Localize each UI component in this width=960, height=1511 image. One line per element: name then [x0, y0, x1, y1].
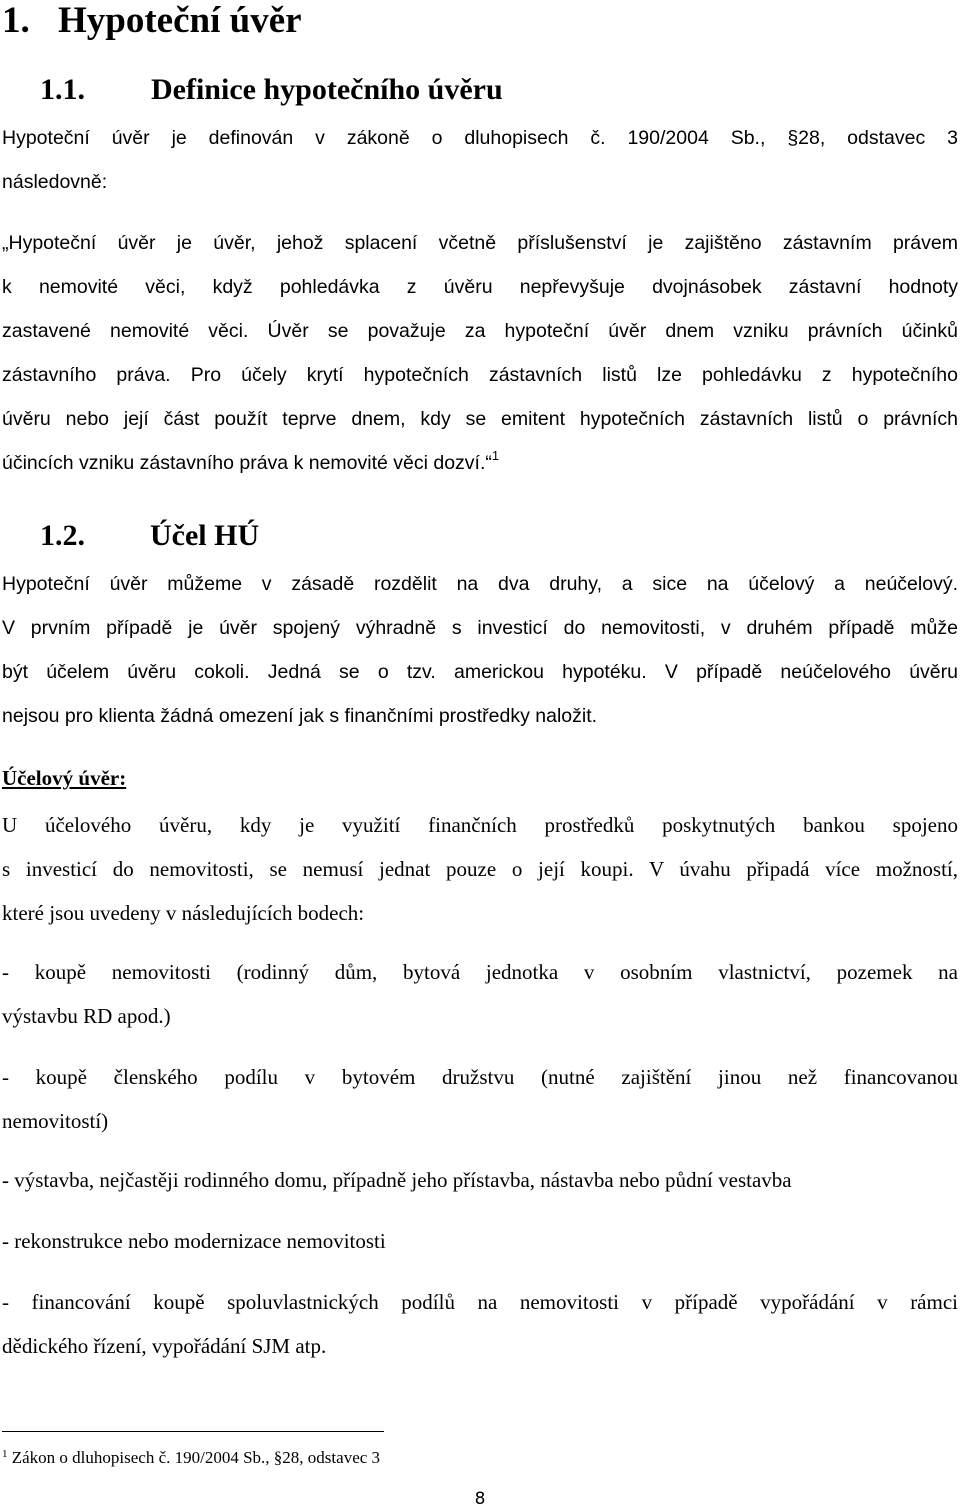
text-line: Hypoteční úvěr je definován v zákoně o dluhopisech č. 190/2004 Sb., §28, odstavec 3: [2, 127, 958, 149]
text-line: [2, 441, 958, 485]
list-item: [2, 1280, 958, 1368]
text-line: zástavního práva. Pro účely krytí hypotečních zástavních listů lze pohledávku z hypotečního: [2, 364, 958, 386]
subheading-purpose-loan: Účelový úvěr:: [2, 766, 127, 790]
paragraph-law-definition: [2, 116, 958, 204]
quote-last-text: účincích vzniku zástavního práva k nemovité věci dozví.“: [2, 452, 492, 474]
list-item-line: dědického řízení, vypořádání SJM atp.: [2, 1334, 327, 1358]
section-heading-definition: [40, 72, 503, 108]
page-number: 8: [474, 1489, 486, 1509]
section-number: 1.2.: [40, 519, 85, 552]
section-number: 1.1.: [40, 73, 85, 106]
text-line: „Hypoteční úvěr je úvěr, jehož splacení včetně příslušenství je zajištěno zástavním právem: [2, 232, 958, 254]
list-item-line: nemovitostí): [2, 1109, 109, 1133]
chapter-heading: [2, 0, 302, 42]
list-item: [2, 1158, 958, 1202]
list-item: [2, 950, 958, 1038]
section-title: Definice hypotečního úvěru: [151, 73, 503, 106]
text-line: nejsou pro klienta žádná omezení jak s finančními prostředky naložit.: [2, 705, 598, 727]
chapter-title: Hypoteční úvěr: [58, 0, 302, 41]
text-line: s investicí do nemovitosti, se nemusí jednat pouze o její koupi. V úvahu připadá více možností,: [2, 857, 958, 881]
text-line: úvěru nebo její část použít teprve dnem, kdy se emitent hypotečních zástavních listů o právních: [2, 408, 958, 430]
list-item-line: - koupě členského podílu v bytovém družstvu (nutné zajištění jinou než financovanou: [2, 1065, 958, 1089]
footnote-text: Zákon o dluhopisech č. 190/2004 Sb., §28, odstavec 3: [7, 1448, 381, 1467]
text-line: být účelem úvěru cokoli. Jedná se o tzv. americkou hypotéku. V případě neúčelového úvěru: [2, 661, 958, 683]
text-line: U účelového úvěru, kdy je využití finančních prostředků poskytnutých bankou spojeno: [2, 813, 958, 837]
paragraph-purpose: [2, 562, 958, 738]
text-line: Hypoteční úvěr můžeme v zásadě rozdělit na dva druhy, a sice na účelový a neúčelový.: [2, 573, 958, 595]
footnote-marker: 1: [2, 1448, 8, 1460]
footnote: [2, 1446, 380, 1470]
chapter-number: 1.: [2, 0, 30, 41]
list-item-line: - rekonstrukce nebo modernizace nemovitosti: [2, 1229, 386, 1253]
text-line: které jsou uvedeny v následujících bodech:: [2, 901, 365, 925]
footnote-reference[interactable]: 1: [491, 448, 500, 463]
list-item-line: výstavbu RD apod.): [2, 1004, 171, 1028]
text-line: zastavené nemovité věci. Úvěr se považuje za hypoteční úvěr dnem vzniku právních účinků: [2, 320, 958, 342]
footnote-separator: [2, 1431, 384, 1432]
section-heading-purpose: [40, 518, 259, 554]
text-line: V prvním případě je úvěr spojený výhradně s investicí do nemovitosti, v druhém případě může: [2, 617, 958, 639]
list-item: [2, 1055, 958, 1143]
list-item-line: - financování koupě spoluvlastnických podílů na nemovitosti v případě vypořádání v rámci: [2, 1290, 958, 1314]
law-quote: [2, 221, 958, 485]
section-title: Účel HÚ: [150, 519, 260, 552]
list-item-line: - výstavba, nejčastěji rodinného domu, případně jeho přístavba, nástavba nebo půdní vestavba: [2, 1168, 792, 1192]
list-item-line: - koupě nemovitosti (rodinný dům, bytová jednotka v osobním vlastnictví, pozemek na: [2, 960, 958, 984]
text-line: k nemovité věci, když pohledávka z úvěru nepřevyšuje dvojnásobek zástavní hodnoty: [2, 276, 958, 298]
list-item: [2, 1219, 958, 1263]
paragraph-purpose-loan: [2, 803, 958, 935]
text-line: následovně:: [2, 171, 108, 193]
